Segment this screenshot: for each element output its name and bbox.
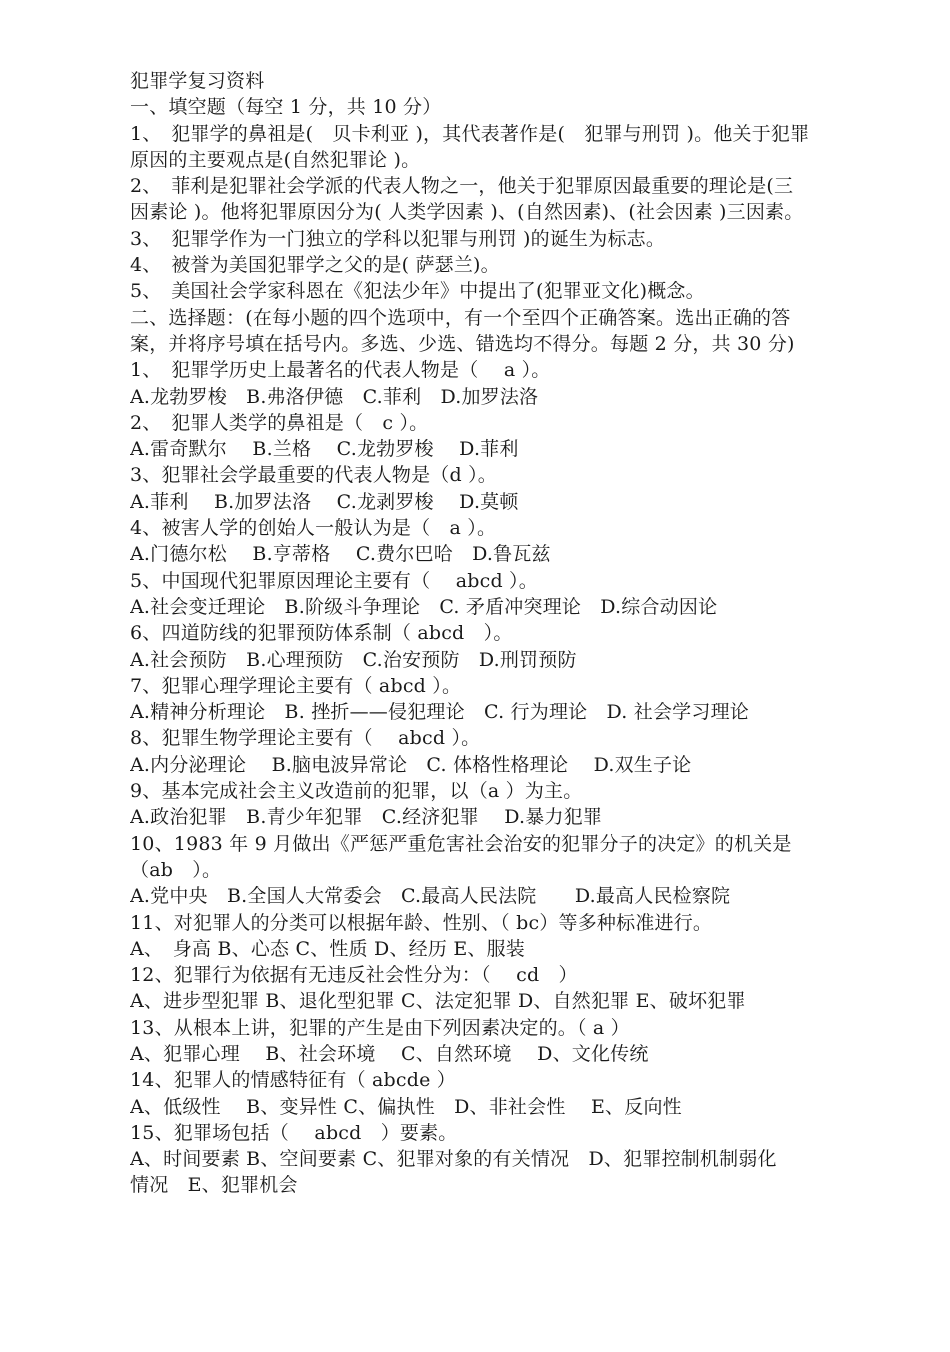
text-line: A.菲利 B.加罗法洛 C.龙剥罗梭 D.莫顿 <box>130 490 519 513</box>
text-line: 10、1983 年 9 月做出《严惩严重危害社会治安的犯罪分子的决定》的机关是 <box>130 832 792 855</box>
text-line: 2、 犯罪人类学的鼻祖是（ c ）。 <box>130 411 429 434</box>
text-line: 二、选择题：(在每小题的四个选项中，有一个至四个正确答案。选出正确的答 <box>130 306 791 329</box>
text-line: A.政治犯罪 B.青少年犯罪 C.经济犯罪 D.暴力犯罪 <box>130 806 603 829</box>
text-line: 13、从根本上讲，犯罪的产生是由下列因素决定的。（ a ） <box>130 1016 630 1039</box>
text-line: A、进步型犯罪 B、退化型犯罪 C、法定犯罪 D、自然犯罪 E、破坏犯罪 <box>130 990 746 1013</box>
text-line: A.龙勃罗梭 B.弗洛伊德 C.菲利 D.加罗法洛 <box>130 385 539 408</box>
text-line: A、 身高 B、心态 C、性质 D、经历 E、服装 <box>130 937 525 960</box>
text-line: 情况 E、犯罪机会 <box>130 1174 298 1197</box>
text-line: 14、犯罪人的情感特征有（ abcde ） <box>130 1069 456 1092</box>
text-line: A、时间要素 B、空间要素 C、犯罪对象的有关情况 D、犯罪控制机制弱化 <box>130 1148 777 1171</box>
text-line: 3、 犯罪学作为一门独立的学科以犯罪与刑罚 )的诞生为标志。 <box>130 227 666 250</box>
text-line: 11、对犯罪人的分类可以根据年龄、性别、（ bc）等多种标准进行。 <box>130 911 713 934</box>
text-line: 8、犯罪生物学理论主要有（ abcd ）。 <box>130 727 481 750</box>
text-line: 7、犯罪心理学理论主要有（ abcd ）。 <box>130 674 462 697</box>
text-line: 4、被害人学的创始人一般认为是（ a ）。 <box>130 517 497 540</box>
text-line: A、低级性 B、变异性 C、偏执性 D、非社会性 E、反向性 <box>130 1095 682 1118</box>
text-line: A.社会预防 B.心理预防 C.治安预防 D.刑罚预防 <box>130 648 577 671</box>
text-line: 12、犯罪行为依据有无违反社会性分为：（ cd ） <box>130 964 578 987</box>
text-line: 3、犯罪社会学最重要的代表人物是（d ）。 <box>130 464 497 487</box>
text-line: 15、犯罪场包括（ abcd ）要素。 <box>130 1121 458 1144</box>
text-line: 原因的主要观点是(自然犯罪论 )。 <box>130 148 421 171</box>
text-line: 因素论 )。他将犯罪原因分为( 人类学因素 )、(自然因素)、(社会因素 )三因素。 <box>130 201 804 224</box>
text-line: A.社会变迁理论 B.阶级斗争理论 C. 矛盾冲突理论 D.综合动因论 <box>130 595 718 618</box>
text-line: 5、中国现代犯罪原因理论主要有（ abcd ）。 <box>130 569 538 592</box>
text-line: 2、 菲利是犯罪社会学派的代表人物之一，他关于犯罪原因最重要的理论是(三 <box>130 175 794 198</box>
text-line: 4、 被誉为美国犯罪学之父的是( 萨瑟兰)。 <box>130 254 500 277</box>
text-line: A.精神分析理论 B. 挫折——侵犯理论 C. 行为理论 D. 社会学习理论 <box>130 701 749 724</box>
text-line: 5、 美国社会学家科恩在《犯法少年》中提出了(犯罪亚文化)概念。 <box>130 280 705 303</box>
text-line: （ab ）。 <box>130 858 222 881</box>
text-line: A.党中央 B.全国人大常委会 C.最高人民法院 D.最高人民检察院 <box>130 885 731 908</box>
text-line: 1、 犯罪学的鼻祖是( 贝卡利亚 )，其代表著作是( 犯罪与刑罚 )。他关于犯罪 <box>130 122 810 145</box>
text-line: 9、基本完成社会主义改造前的犯罪，以（a ）为主。 <box>130 780 583 803</box>
text-line: 6、四道防线的犯罪预防体系制（ abcd ）。 <box>130 622 513 645</box>
document-title: 犯罪学复习资料 <box>130 70 265 92</box>
text-line: A.内分泌理论 B.脑电波异常论 C. 体格性格理论 D.双生子论 <box>130 753 692 776</box>
text-line: A、犯罪心理 B、社会环境 C、自然环境 D、文化传统 <box>130 1042 649 1065</box>
text-line: A.雷奇默尔 B.兰格 C.龙勃罗梭 D.菲利 <box>130 438 519 461</box>
text-line: 一、填空题（每空 1 分，共 10 分） <box>130 96 442 119</box>
document-body <box>130 68 830 1199</box>
text-line: 1、 犯罪学历史上最著名的代表人物是（ a ）。 <box>130 359 551 382</box>
text-line: A.门德尔松 B.亨蒂格 C.费尔巴哈 D.鲁瓦兹 <box>130 543 551 566</box>
text-line: 案，并将序号填在括号内。多选、少选、错选均不得分。每题 2 分，共 30 分) <box>130 332 795 355</box>
